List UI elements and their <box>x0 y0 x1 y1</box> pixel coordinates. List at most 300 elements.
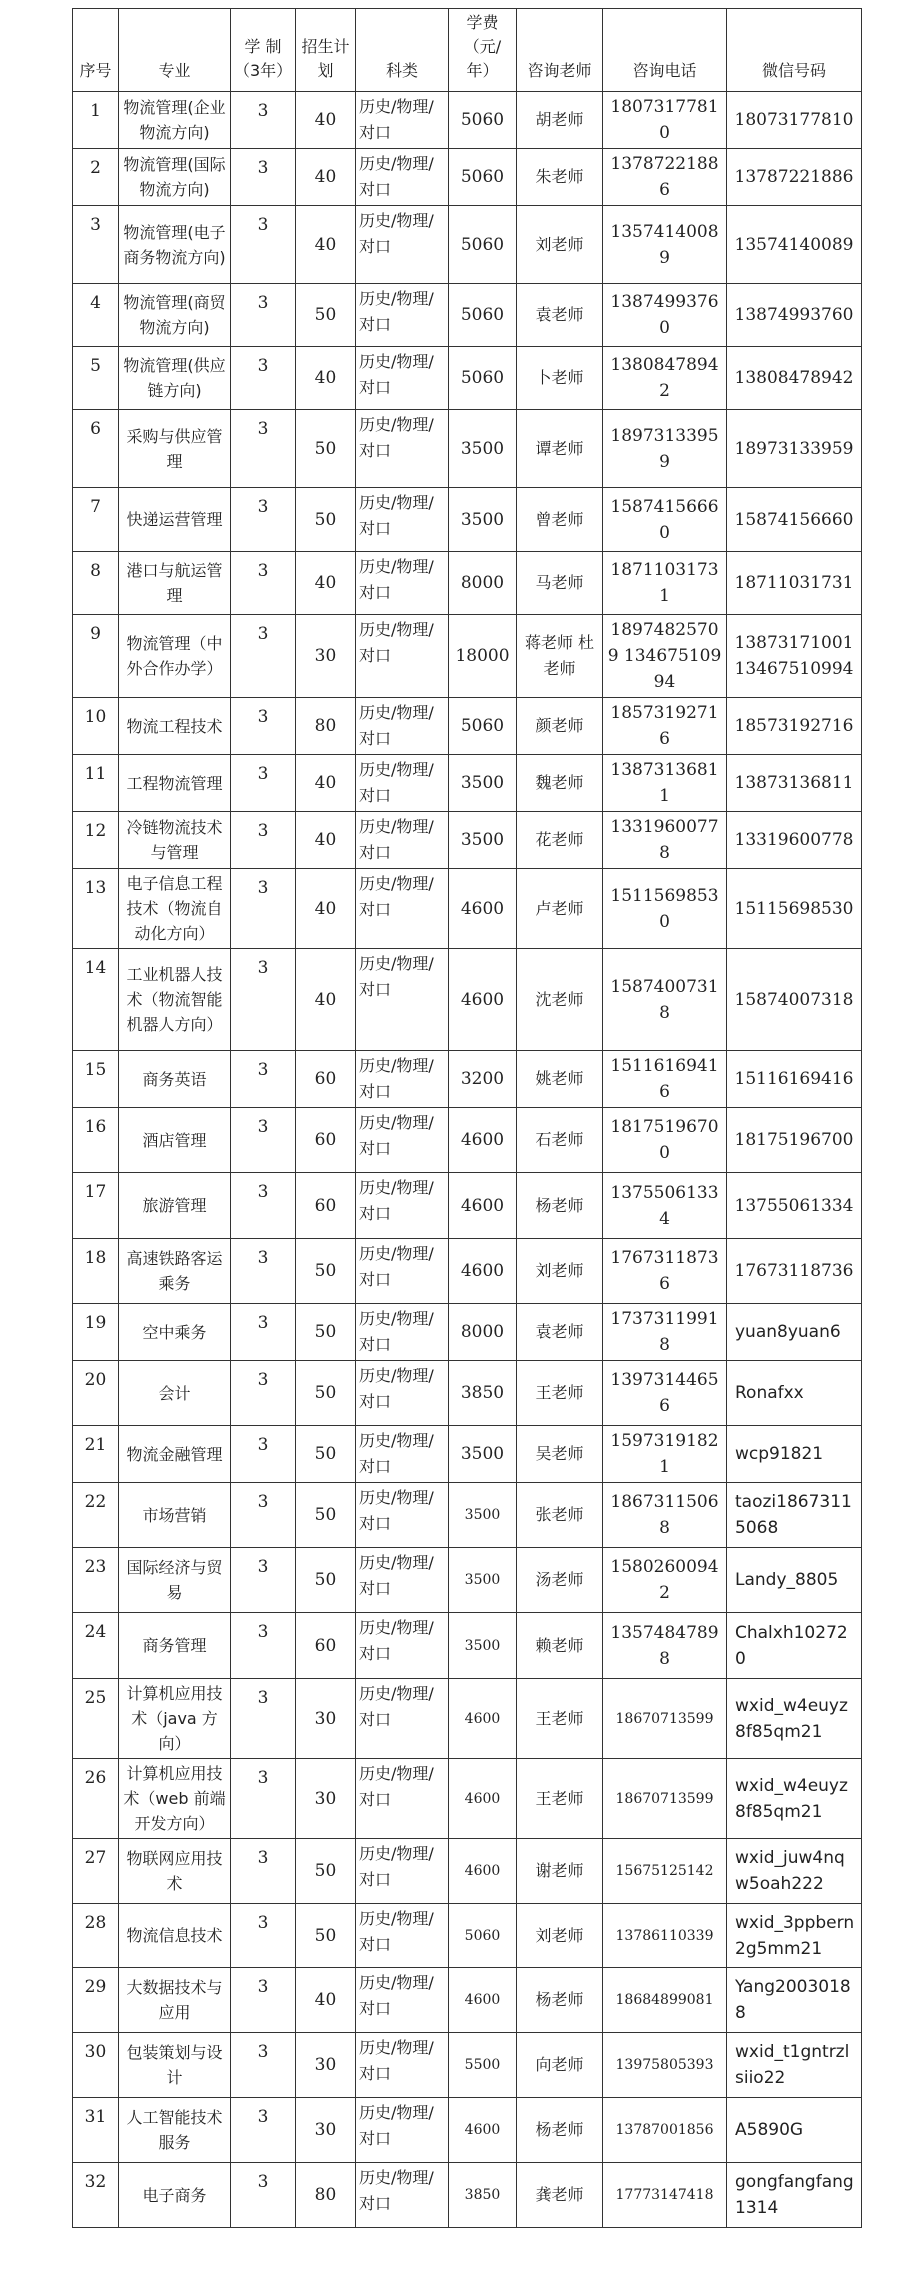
cell-fee: 3850 <box>449 2163 517 2228</box>
cell-years: 3 <box>231 1759 296 1839</box>
cell-wechat: 15116169416 <box>727 1051 862 1108</box>
cell-major: 国际经济与贸易 <box>119 1548 231 1613</box>
admissions-table <box>72 8 862 2228</box>
header-row <box>73 9 862 92</box>
table-row <box>73 410 862 488</box>
cell-plan: 40 <box>296 347 356 410</box>
cell-subject: 历史/物理/对口 <box>356 1613 449 1679</box>
cell-teacher: 花老师 <box>517 812 603 869</box>
cell-subject: 历史/物理/对口 <box>356 1904 449 1968</box>
table-row <box>73 552 862 615</box>
cell-phone: 17673118736 <box>603 1239 727 1304</box>
cell-plan: 80 <box>296 2163 356 2228</box>
cell-fee: 4600 <box>449 1108 517 1173</box>
cell-fee: 5060 <box>449 206 517 284</box>
cell-major: 工程物流管理 <box>119 755 231 812</box>
cell-teacher: 沈老师 <box>517 949 603 1051</box>
cell-subject: 历史/物理/对口 <box>356 1759 449 1839</box>
cell-subject: 历史/物理/对口 <box>356 410 449 488</box>
cell-subject: 历史/物理/对口 <box>356 1839 449 1904</box>
cell-years: 3 <box>231 1839 296 1904</box>
cell-wechat: 18175196700 <box>727 1108 862 1173</box>
cell-teacher: 王老师 <box>517 1361 603 1426</box>
cell-phone: 15874007318 <box>603 949 727 1051</box>
cell-phone: 18673115068 <box>603 1483 727 1548</box>
table-row <box>73 1548 862 1613</box>
table-row <box>73 1173 862 1239</box>
cell-fee: 3500 <box>449 1483 517 1548</box>
cell-no: 21 <box>73 1426 119 1483</box>
cell-phone: 18974825709 13467510994 <box>603 615 727 698</box>
cell-plan: 40 <box>296 949 356 1051</box>
cell-no: 26 <box>73 1759 119 1839</box>
cell-major: 物流管理(企业物流方向) <box>119 92 231 149</box>
cell-no: 12 <box>73 812 119 869</box>
cell-wechat: wxid_w4euyz8f85qm21 <box>727 1759 862 1839</box>
cell-major: 物流工程技术 <box>119 698 231 755</box>
cell-years: 3 <box>231 1426 296 1483</box>
cell-plan: 60 <box>296 1051 356 1108</box>
cell-subject: 历史/物理/对口 <box>356 92 449 149</box>
cell-wechat: 13873136811 <box>727 755 862 812</box>
cell-subject: 历史/物理/对口 <box>356 949 449 1051</box>
cell-years: 3 <box>231 812 296 869</box>
cell-phone: 13755061334 <box>603 1173 727 1239</box>
cell-no: 8 <box>73 552 119 615</box>
cell-fee: 5060 <box>449 347 517 410</box>
cell-subject: 历史/物理/对口 <box>356 869 449 949</box>
cell-plan: 50 <box>296 410 356 488</box>
cell-no: 28 <box>73 1904 119 1968</box>
table-row <box>73 812 862 869</box>
cell-wechat: 13574140089 <box>727 206 862 284</box>
cell-wechat: Landy_8805 <box>727 1548 862 1613</box>
cell-wechat: wxid_juw4nqw5oah222 <box>727 1839 862 1904</box>
cell-phone: 18073177810 <box>603 92 727 149</box>
cell-wechat: A5890G <box>727 2098 862 2163</box>
cell-no: 2 <box>73 149 119 206</box>
cell-fee: 3500 <box>449 755 517 812</box>
cell-subject: 历史/物理/对口 <box>356 1426 449 1483</box>
cell-years: 3 <box>231 1173 296 1239</box>
cell-no: 31 <box>73 2098 119 2163</box>
cell-plan: 50 <box>296 1304 356 1361</box>
cell-years: 3 <box>231 1613 296 1679</box>
cell-wechat: 15874156660 <box>727 488 862 552</box>
cell-years: 3 <box>231 410 296 488</box>
cell-subject: 历史/物理/对口 <box>356 1679 449 1759</box>
cell-fee: 5500 <box>449 2033 517 2098</box>
cell-phone: 13808478942 <box>603 347 727 410</box>
cell-major: 旅游管理 <box>119 1173 231 1239</box>
cell-no: 18 <box>73 1239 119 1304</box>
table-row <box>73 1483 862 1548</box>
table-body <box>73 92 862 2228</box>
table-row <box>73 2163 862 2228</box>
cell-major: 物流管理(国际物流方向) <box>119 149 231 206</box>
cell-no: 9 <box>73 615 119 698</box>
table-row <box>73 488 862 552</box>
cell-plan: 50 <box>296 1426 356 1483</box>
cell-phone: 13787001856 <box>603 2098 727 2163</box>
cell-no: 24 <box>73 1613 119 1679</box>
cell-phone: 15973191821 <box>603 1426 727 1483</box>
cell-years: 3 <box>231 698 296 755</box>
cell-plan: 50 <box>296 1839 356 1904</box>
cell-subject: 历史/物理/对口 <box>356 347 449 410</box>
table-row <box>73 2033 862 2098</box>
cell-fee: 3200 <box>449 1051 517 1108</box>
cell-no: 23 <box>73 1548 119 1613</box>
cell-wechat: 13874993760 <box>727 284 862 347</box>
cell-major: 大数据技术与应用 <box>119 1968 231 2033</box>
cell-phone: 17373119918 <box>603 1304 727 1361</box>
cell-plan: 50 <box>296 1904 356 1968</box>
table-row <box>73 1839 862 1904</box>
header-years: 学 制（3年） <box>231 9 296 92</box>
cell-fee: 8000 <box>449 552 517 615</box>
cell-phone: 18684899081 <box>603 1968 727 2033</box>
cell-plan: 50 <box>296 1548 356 1613</box>
header-fee: 学费（元/年） <box>449 9 517 92</box>
cell-no: 17 <box>73 1173 119 1239</box>
cell-wechat: wxid_t1gntrzlsiio22 <box>727 2033 862 2098</box>
cell-no: 22 <box>73 1483 119 1548</box>
cell-fee: 3500 <box>449 410 517 488</box>
cell-teacher: 谢老师 <box>517 1839 603 1904</box>
cell-subject: 历史/物理/对口 <box>356 812 449 869</box>
cell-subject: 历史/物理/对口 <box>356 1051 449 1108</box>
cell-years: 3 <box>231 552 296 615</box>
cell-wechat: 18073177810 <box>727 92 862 149</box>
table-row <box>73 1968 862 2033</box>
cell-years: 3 <box>231 2098 296 2163</box>
table-row <box>73 698 862 755</box>
cell-years: 3 <box>231 1361 296 1426</box>
cell-fee: 3500 <box>449 812 517 869</box>
cell-wechat: Chalxh102720 <box>727 1613 862 1679</box>
cell-teacher: 谭老师 <box>517 410 603 488</box>
cell-years: 3 <box>231 488 296 552</box>
cell-major: 快递运营管理 <box>119 488 231 552</box>
cell-major: 人工智能技术服务 <box>119 2098 231 2163</box>
cell-wechat: wxid_w4euyz8f85qm21 <box>727 1679 862 1759</box>
cell-phone: 13874993760 <box>603 284 727 347</box>
cell-no: 5 <box>73 347 119 410</box>
cell-fee: 4600 <box>449 1839 517 1904</box>
header-plan: 招生计划 <box>296 9 356 92</box>
cell-teacher: 王老师 <box>517 1759 603 1839</box>
cell-years: 3 <box>231 2163 296 2228</box>
cell-plan: 40 <box>296 812 356 869</box>
cell-subject: 历史/物理/对口 <box>356 149 449 206</box>
table-row <box>73 284 862 347</box>
cell-plan: 30 <box>296 615 356 698</box>
cell-subject: 历史/物理/对口 <box>356 206 449 284</box>
cell-teacher: 杨老师 <box>517 2098 603 2163</box>
cell-plan: 50 <box>296 1361 356 1426</box>
cell-phone: 18670713599 <box>603 1679 727 1759</box>
cell-major: 高速铁路客运乘务 <box>119 1239 231 1304</box>
cell-major: 酒店管理 <box>119 1108 231 1173</box>
cell-subject: 历史/物理/对口 <box>356 1239 449 1304</box>
cell-fee: 5060 <box>449 284 517 347</box>
cell-no: 14 <box>73 949 119 1051</box>
cell-phone: 13574847898 <box>603 1613 727 1679</box>
cell-no: 20 <box>73 1361 119 1426</box>
cell-plan: 50 <box>296 1239 356 1304</box>
cell-fee: 4600 <box>449 869 517 949</box>
cell-years: 3 <box>231 1304 296 1361</box>
cell-no: 10 <box>73 698 119 755</box>
cell-major: 物流管理(商贸物流方向) <box>119 284 231 347</box>
cell-fee: 18000 <box>449 615 517 698</box>
cell-phone: 15116169416 <box>603 1051 727 1108</box>
cell-years: 3 <box>231 92 296 149</box>
cell-no: 27 <box>73 1839 119 1904</box>
cell-plan: 40 <box>296 1968 356 2033</box>
cell-teacher: 杨老师 <box>517 1173 603 1239</box>
cell-phone: 13975805393 <box>603 2033 727 2098</box>
header-subject: 科类 <box>356 9 449 92</box>
cell-wechat: wxid_3ppbern2g5mm21 <box>727 1904 862 1968</box>
cell-subject: 历史/物理/对口 <box>356 698 449 755</box>
cell-wechat: taozi18673115068 <box>727 1483 862 1548</box>
cell-fee: 5060 <box>449 149 517 206</box>
cell-years: 3 <box>231 149 296 206</box>
cell-major: 商务管理 <box>119 1613 231 1679</box>
header-teacher: 咨询老师 <box>517 9 603 92</box>
cell-teacher: 向老师 <box>517 2033 603 2098</box>
cell-years: 3 <box>231 1051 296 1108</box>
table-row <box>73 1904 862 1968</box>
cell-fee: 3850 <box>449 1361 517 1426</box>
cell-no: 6 <box>73 410 119 488</box>
cell-teacher: 汤老师 <box>517 1548 603 1613</box>
header-no: 序号 <box>73 9 119 92</box>
cell-phone: 13973144656 <box>603 1361 727 1426</box>
cell-phone: 13787221886 <box>603 149 727 206</box>
cell-years: 3 <box>231 1239 296 1304</box>
cell-teacher: 朱老师 <box>517 149 603 206</box>
cell-phone: 15115698530 <box>603 869 727 949</box>
cell-teacher: 姚老师 <box>517 1051 603 1108</box>
table-row <box>73 869 862 949</box>
cell-plan: 40 <box>296 92 356 149</box>
cell-wechat: 18711031731 <box>727 552 862 615</box>
cell-fee: 4600 <box>449 1968 517 2033</box>
cell-phone: 13319600778 <box>603 812 727 869</box>
cell-plan: 60 <box>296 1613 356 1679</box>
cell-plan: 40 <box>296 552 356 615</box>
cell-no: 4 <box>73 284 119 347</box>
cell-major: 空中乘务 <box>119 1304 231 1361</box>
table-row <box>73 1759 862 1839</box>
cell-major: 计算机应用技术（web 前端开发方向） <box>119 1759 231 1839</box>
cell-years: 3 <box>231 1904 296 1968</box>
cell-teacher: 杨老师 <box>517 1968 603 2033</box>
cell-wechat: 15874007318 <box>727 949 862 1051</box>
cell-teacher: 袁老师 <box>517 284 603 347</box>
table-row <box>73 1679 862 1759</box>
cell-major: 会计 <box>119 1361 231 1426</box>
cell-major: 物流管理(供应链方向) <box>119 347 231 410</box>
cell-phone: 17773147418 <box>603 2163 727 2228</box>
cell-years: 3 <box>231 1548 296 1613</box>
cell-wechat: 17673118736 <box>727 1239 862 1304</box>
cell-fee: 3500 <box>449 488 517 552</box>
cell-fee: 5060 <box>449 92 517 149</box>
cell-wechat: 18973133959 <box>727 410 862 488</box>
cell-teacher: 曾老师 <box>517 488 603 552</box>
cell-plan: 50 <box>296 1483 356 1548</box>
cell-major: 商务英语 <box>119 1051 231 1108</box>
header-wechat: 微信号码 <box>727 9 862 92</box>
cell-major: 港口与航运管理 <box>119 552 231 615</box>
cell-teacher: 魏老师 <box>517 755 603 812</box>
cell-major: 物联网应用技术 <box>119 1839 231 1904</box>
cell-plan: 40 <box>296 755 356 812</box>
cell-subject: 历史/物理/对口 <box>356 615 449 698</box>
cell-plan: 40 <box>296 149 356 206</box>
cell-wechat: 13808478942 <box>727 347 862 410</box>
cell-no: 15 <box>73 1051 119 1108</box>
table-row <box>73 1051 862 1108</box>
table-row <box>73 149 862 206</box>
cell-teacher: 赖老师 <box>517 1613 603 1679</box>
header-major: 专业 <box>119 9 231 92</box>
table-row <box>73 755 862 812</box>
cell-plan: 50 <box>296 284 356 347</box>
cell-subject: 历史/物理/对口 <box>356 755 449 812</box>
cell-plan: 30 <box>296 2033 356 2098</box>
header-phone: 咨询电话 <box>603 9 727 92</box>
cell-plan: 80 <box>296 698 356 755</box>
cell-phone: 13873136811 <box>603 755 727 812</box>
cell-wechat: 13787221886 <box>727 149 862 206</box>
cell-fee: 5060 <box>449 698 517 755</box>
cell-fee: 4600 <box>449 1759 517 1839</box>
cell-teacher: 龚老师 <box>517 2163 603 2228</box>
cell-subject: 历史/物理/对口 <box>356 1173 449 1239</box>
table-row <box>73 206 862 284</box>
cell-phone: 18973133959 <box>603 410 727 488</box>
cell-plan: 60 <box>296 1173 356 1239</box>
cell-teacher: 卢老师 <box>517 869 603 949</box>
cell-teacher: 蒋老师 杜老师 <box>517 615 603 698</box>
cell-subject: 历史/物理/对口 <box>356 1483 449 1548</box>
table-row <box>73 1304 862 1361</box>
cell-fee: 8000 <box>449 1304 517 1361</box>
cell-subject: 历史/物理/对口 <box>356 488 449 552</box>
cell-fee: 5060 <box>449 1904 517 1968</box>
cell-subject: 历史/物理/对口 <box>356 284 449 347</box>
cell-plan: 40 <box>296 869 356 949</box>
cell-major: 物流管理(电子商务物流方向) <box>119 206 231 284</box>
table-row <box>73 2098 862 2163</box>
cell-subject: 历史/物理/对口 <box>356 2098 449 2163</box>
cell-plan: 30 <box>296 1679 356 1759</box>
cell-teacher: 马老师 <box>517 552 603 615</box>
cell-wechat: 15115698530 <box>727 869 862 949</box>
cell-no: 16 <box>73 1108 119 1173</box>
table-row <box>73 92 862 149</box>
table-row <box>73 949 862 1051</box>
cell-teacher: 胡老师 <box>517 92 603 149</box>
cell-wechat: 13755061334 <box>727 1173 862 1239</box>
cell-major: 物流信息技术 <box>119 1904 231 1968</box>
cell-plan: 30 <box>296 2098 356 2163</box>
cell-years: 3 <box>231 206 296 284</box>
cell-phone: 18670713599 <box>603 1759 727 1839</box>
cell-years: 3 <box>231 1483 296 1548</box>
table-row <box>73 1613 862 1679</box>
cell-years: 3 <box>231 949 296 1051</box>
cell-phone: 15675125142 <box>603 1839 727 1904</box>
cell-major: 采购与供应管理 <box>119 410 231 488</box>
cell-no: 29 <box>73 1968 119 2033</box>
cell-phone: 18573192716 <box>603 698 727 755</box>
cell-subject: 历史/物理/对口 <box>356 552 449 615</box>
cell-years: 3 <box>231 1968 296 2033</box>
cell-years: 3 <box>231 755 296 812</box>
cell-wechat: Ronafxx <box>727 1361 862 1426</box>
table-row <box>73 1426 862 1483</box>
cell-years: 3 <box>231 347 296 410</box>
cell-major: 电子商务 <box>119 2163 231 2228</box>
cell-phone: 18175196700 <box>603 1108 727 1173</box>
cell-teacher: 卜老师 <box>517 347 603 410</box>
cell-wechat: Yang20030188 <box>727 1968 862 2033</box>
cell-years: 3 <box>231 615 296 698</box>
cell-wechat: 13319600778 <box>727 812 862 869</box>
cell-major: 冷链物流技术与管理 <box>119 812 231 869</box>
cell-major: 电子信息工程技术（物流自动化方向） <box>119 869 231 949</box>
cell-wechat: 18573192716 <box>727 698 862 755</box>
table-row <box>73 1108 862 1173</box>
cell-subject: 历史/物理/对口 <box>356 2163 449 2228</box>
cell-no: 13 <box>73 869 119 949</box>
table-row <box>73 347 862 410</box>
cell-subject: 历史/物理/对口 <box>356 1968 449 2033</box>
cell-major: 工业机器人技术（物流智能机器人方向） <box>119 949 231 1051</box>
cell-phone: 15802600942 <box>603 1548 727 1613</box>
cell-subject: 历史/物理/对口 <box>356 1361 449 1426</box>
cell-fee: 4600 <box>449 1239 517 1304</box>
cell-teacher: 袁老师 <box>517 1304 603 1361</box>
cell-subject: 历史/物理/对口 <box>356 1548 449 1613</box>
cell-no: 25 <box>73 1679 119 1759</box>
cell-fee: 4600 <box>449 1173 517 1239</box>
cell-teacher: 颜老师 <box>517 698 603 755</box>
cell-major: 包装策划与设计 <box>119 2033 231 2098</box>
cell-teacher: 吴老师 <box>517 1426 603 1483</box>
cell-no: 32 <box>73 2163 119 2228</box>
cell-wechat: yuan8yuan6 <box>727 1304 862 1361</box>
cell-fee: 3500 <box>449 1613 517 1679</box>
cell-wechat: 13873171001 13467510994 <box>727 615 862 698</box>
cell-years: 3 <box>231 2033 296 2098</box>
cell-plan: 30 <box>296 1759 356 1839</box>
cell-major: 物流金融管理 <box>119 1426 231 1483</box>
cell-subject: 历史/物理/对口 <box>356 1304 449 1361</box>
cell-phone: 18711031731 <box>603 552 727 615</box>
cell-fee: 4600 <box>449 949 517 1051</box>
cell-no: 7 <box>73 488 119 552</box>
cell-fee: 4600 <box>449 2098 517 2163</box>
cell-no: 3 <box>73 206 119 284</box>
cell-years: 3 <box>231 869 296 949</box>
